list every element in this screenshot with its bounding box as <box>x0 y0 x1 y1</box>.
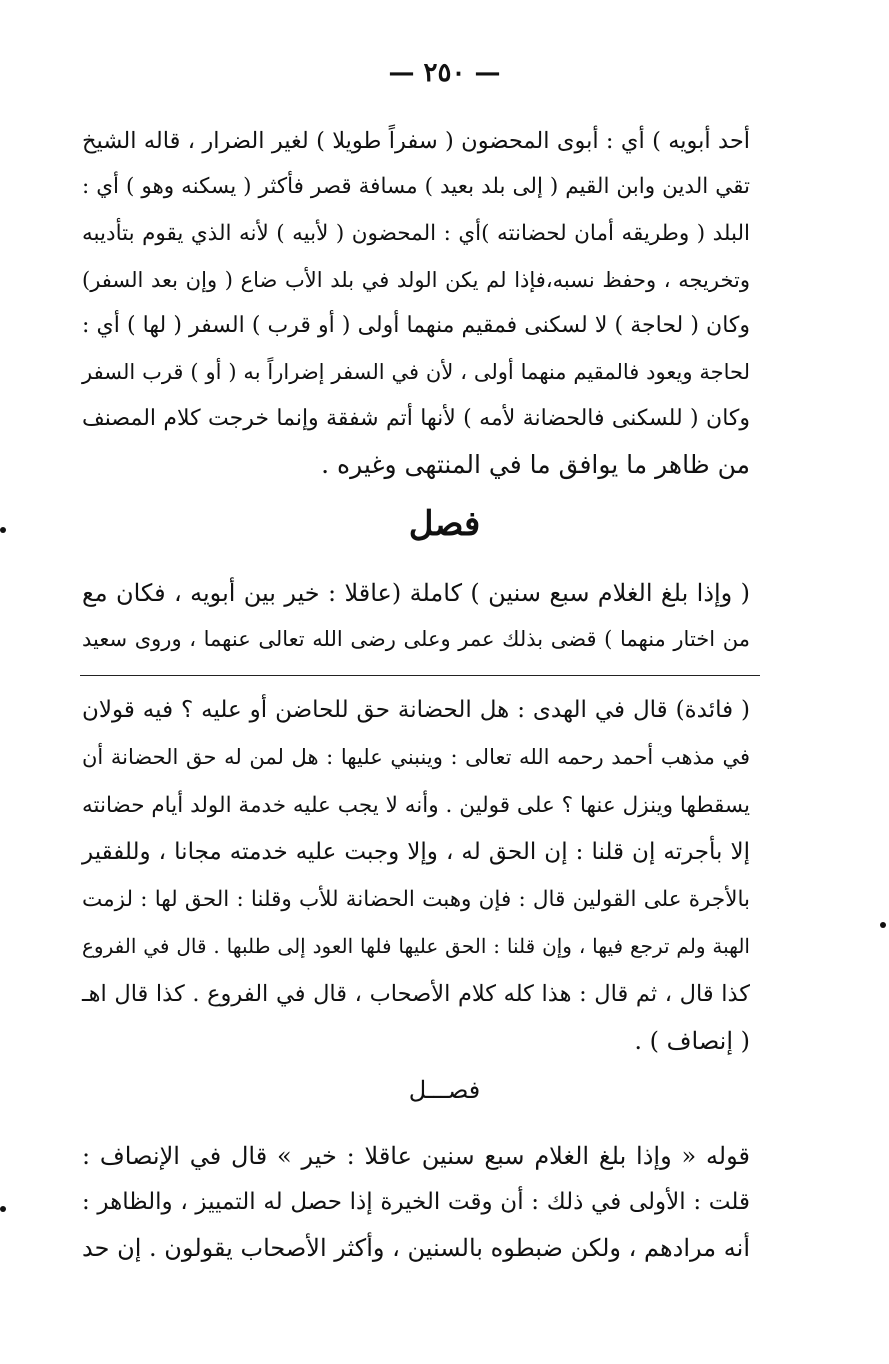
footnote-line: ( فائدة) قال في الهدى : هل الحضانة حق للحاضن أو عليه ؟ فيه قولان <box>82 697 750 723</box>
text-line: البلد ( وطريقه أمان لحضانته )أي : المحضون ( لأبيه ) لأنه الذي يقوم بتأديبه <box>82 220 750 246</box>
text-line: من ظاهر ما يوافق ما في المنتهى وغيره . <box>321 450 750 480</box>
text-line: تقي الدين وابن القيم ( إلى بلد بعيد ) مسافة قصر فأكثر ( يسكنه وهو ) أي : <box>82 174 750 200</box>
commentary-block <box>82 1133 750 1271</box>
footnote-line: ( إنصاف ) . <box>634 1027 750 1056</box>
scan-edge-mark <box>880 922 886 928</box>
footnote-line: يسقطها وينزل عنها ؟ على قولين . وأنه لا يجب عليه خدمة الولد أيام حضانته <box>82 792 750 818</box>
text-line: أحد أبويه ) أي : أبوى المحضون ( سفراً طويلا ) لغير الضرار ، قاله الشيخ <box>82 128 750 154</box>
section-text-block <box>82 570 750 663</box>
footnote-line: إلا بأجرته إن قلنا : إن الحق له ، وإلا وجبت عليه خدمته مجانا ، وللفقير <box>82 838 750 865</box>
text-line: وكان ( لحاجة ) لا لسكنى فمقيم منهما أولى ( أو قرب ) السفر ( لها ) أي : <box>82 313 750 339</box>
text-line: أنه مرادهم ، ولكن ضبطوه بالسنين ، وأكثر الأصحاب يقولون . إن حد <box>82 1234 750 1262</box>
text-line: ( وإذا بلغ الغلام سبع سنين ) كاملة (عاقلا : خير بين أبويه ، فكان مع <box>82 579 750 607</box>
scan-edge-mark <box>0 527 6 533</box>
page-number: — ٢٥٠ — <box>388 58 501 88</box>
section-heading: فصـــل <box>408 1076 481 1104</box>
footnote-block <box>82 687 750 1065</box>
text-line: وكان ( للسكنى فالحضانة لأمه ) لأنها أتم شفقة وإنما خرجت كلام المصنف <box>82 405 750 431</box>
text-line: وتخريجه ، وحفظ نسبه،فإذا لم يكن الولد في بلد الأب ضاع ( وإن بعد السفر) <box>82 267 750 292</box>
text-line: قلت : الأولى في ذلك : أن وقت الخيرة إذا حصل له التمييز ، والظاهر : <box>82 1189 750 1215</box>
section-heading: فصل <box>408 504 481 544</box>
text-line: من اختار منهما ) قضى بذلك عمر وعلى رضى الله تعالى عنهما ، وروى سعيد <box>82 627 750 652</box>
footnote-line: في مذهب أحمد رحمه الله تعالى : وينبني عليها : هل لمن له حق الحضانة أن <box>82 745 750 770</box>
scan-edge-mark <box>0 1206 6 1212</box>
footnote-line: كذا قال ، ثم قال : هذا كله كلام الأصحاب ، قال في الفروع . كذا قال اهـ <box>82 980 750 1007</box>
footnote-divider <box>80 675 760 676</box>
main-text-block <box>82 118 750 488</box>
text-line: لحاجة ويعود فالمقيم منهما أولى ، لأن في السفر إضراراً به ( أو ) قرب السفر <box>82 360 750 385</box>
footnote-line: الهبة ولم ترجع فيها ، وإن قلنا : الحق عليها فلها العود إلى طلبها . قال في الفروع <box>82 934 750 959</box>
text-line: قوله « وإذا بلغ الغلام سبع سنين عاقلا : خير » قال في الإنصاف : <box>82 1142 750 1170</box>
footnote-line: بالأجرة على القولين قال : فإن وهبت الحضانة للأب وقلنا : الحق لها : لزمت <box>82 887 750 913</box>
